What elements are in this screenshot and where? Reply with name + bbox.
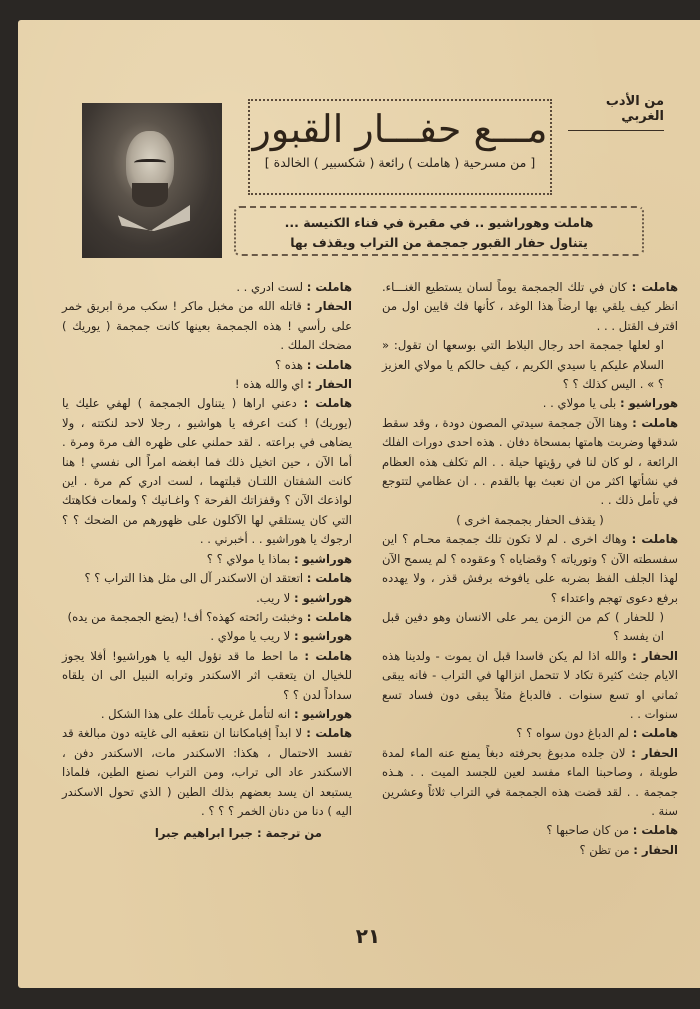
speaker: هاملت : xyxy=(306,726,352,741)
dialogue-line xyxy=(62,375,352,394)
dialogue-line xyxy=(62,647,352,705)
dialogue-line xyxy=(382,608,678,647)
dialogue-text: من كان صاحبها ؟ xyxy=(546,823,633,838)
magazine-page xyxy=(18,20,700,988)
portrait-eyes xyxy=(134,159,166,168)
dialogue-text: دعني اراها ( يتناول الجمجمة ) لهفي عليك يا (يوريك) ! كنت اعرفه يا هواشيو ، رجلا لاحد لنكتته ، ولا يضاهى في براعته . لقد حملني على ظهره الف مرة ومرة . أما الآن ، حين اتخيل ذلك فما ابغضه امراً الى نفسي ! هنا كانت الشفتان اللتـان قبلتهما ، لست ادري كم مرة . اين لواذعك الآن ؟ وقفزاتك الفرحة ؟ واغـانيك ؟ ولمعات فكاهتك التي كان يستلقي لها الآكلون على ظهورهم من الضحك ؟ ؟ ارجوك يا هوراشيو . . أخبرني . . xyxy=(62,396,352,547)
dialogue-text: اتعتقد ان الاسكندر آل الى مثل هذا التراب ؟ ؟ xyxy=(84,571,307,586)
dialogue-text: وهنا الآن جمجمة سيدتي المصون دودة ، وقد سقط شدقها وضربت هامتها بمسحاة دفان . هذه احدى دورات الفلك الرائعة ، لو كان لنا في رؤيتها حيلة . . الم تكلف هذه العظام في نشأتها اكثر من ان نعبث بها بالقدم . . ان عظامي لتتوجع في تأمل ذلك . . xyxy=(382,415,678,508)
speaker: الحفار : xyxy=(306,299,352,314)
dialogue-line xyxy=(62,394,352,549)
portrait-collar xyxy=(118,205,190,231)
speaker: هوراشيو : xyxy=(293,590,352,605)
speaker: هاملت : xyxy=(631,280,679,294)
right-column xyxy=(382,278,678,860)
dialogue-text: انه لتأمل غريب تأملك على هذا الشكل . xyxy=(100,706,294,721)
dialogue-text: لا ابداً إفبامكاننا ان نتعقبه الى غايته دون مبالغة قد تفسد الاحتمال ، هكذا: الاسكندر مات، الاسكندر دفن ، الاسكندر عاد الى تراب، ومن التراب نصنع الطين، فلماذا يستبعد ان يسد بعضهم بذلك الطين ( الذي تحول الاسكندر اليه ) دنا من دنان الخمر ؟ ؟ ؟ . xyxy=(62,726,352,818)
speaker: هاملت : xyxy=(306,357,352,372)
dialogue-text: بماذا يا مولاي ؟ ؟ xyxy=(206,551,294,566)
dialogue-line xyxy=(62,356,352,375)
dialogue-line xyxy=(62,589,352,608)
dialogue-text: ( للحفار ) كم من الزمن يمر على الانسان وهو دفين قبل ان يفسد ؟ xyxy=(382,609,664,644)
speaker: هاملت : xyxy=(632,415,678,430)
speaker: هاملت : xyxy=(632,823,678,838)
article-subtitle: [ من مسرحية ( هاملت ) رائعة ( شكسبير ) الخالدة ] xyxy=(264,155,536,170)
dialogue-line xyxy=(62,724,352,821)
section-label: من الأدب الغربي xyxy=(568,94,664,131)
dialogue-line xyxy=(62,608,352,627)
speaker: الحفار : xyxy=(633,842,678,857)
dialogue-line xyxy=(62,550,352,569)
stage-direction: ( يقذف الحفار بجمجمة اخرى ) xyxy=(456,512,604,527)
speaker: هاملت : xyxy=(306,609,352,624)
dialogue-text: بلى يا مولاي . . xyxy=(542,396,620,411)
speaker: هاملت : xyxy=(632,726,678,741)
dialogue-line xyxy=(382,278,678,336)
dialogue-text: وخبثت رائحته كهذه؟ أف! (يضع الجمجمة من يده) xyxy=(67,609,307,624)
shakespeare-portrait xyxy=(82,103,222,258)
dialogue-text: كان في تلك الجمجمة يوماً لسان يستطيع الغنـــاء. انظر كيف يلقي بها ارضاً هذا الوغد ، كأنها فك قايين اول من اقترف القتل . . . xyxy=(382,280,678,333)
page-number: ٢١ xyxy=(355,924,381,948)
dialogue-text: لا ريب. xyxy=(256,590,294,605)
speaker: الحفار : xyxy=(307,377,352,392)
dialogue-text: قاتله الله من مخبل ماكر ! سكب مرة ابريق خمر على رأسي ! هذه الجمجمة بعينها كانت جمجمة ( يوريك ) مضحك الملك . xyxy=(62,299,352,353)
dialogue-text: لست ادري . . xyxy=(236,280,307,294)
speaker: الحفار : xyxy=(631,745,678,760)
dialogue-line xyxy=(62,705,352,724)
dialogue-text: من تظن ؟ xyxy=(579,842,634,857)
article-title: مـــع حفـــار القبور xyxy=(252,107,548,151)
dialogue-line xyxy=(382,394,678,413)
speaker: هاملت : xyxy=(306,280,352,294)
dialogue-line xyxy=(382,530,678,608)
speaker: هاملت : xyxy=(306,571,352,586)
dialogue-line xyxy=(382,647,678,725)
speaker: الحفار : xyxy=(632,648,679,663)
dialogue-text: هذه ؟ xyxy=(274,357,307,372)
speaker: هاملت : xyxy=(631,532,679,547)
speaker: هوراشيو : xyxy=(293,629,352,644)
scene-line-2: يتناول حفار القبور جمجمة من التراب ويقذف بها xyxy=(290,235,588,250)
dialogue-line xyxy=(62,627,352,646)
title-box xyxy=(248,99,552,195)
dialogue-text: وهاك اخرى . لم لا تكون تلك جمجمة محـام ؟ اين سفسطته الآن ؟ وتورياته ؟ وقضاياه ؟ وعقوده ؟ لم يسمح الآن لهذا الجلف الفظ بضربه على يافوخه برفش قذر ، ولا يهدده برفع دعوى تهجم واعتداء ؟ xyxy=(382,532,678,605)
dialogue-line xyxy=(382,724,678,743)
dialogue-line xyxy=(62,569,352,588)
dialogue-line xyxy=(62,278,352,297)
speaker: هوراشيو : xyxy=(619,396,678,411)
dialogue-line xyxy=(382,414,678,511)
dialogue-line xyxy=(382,744,678,822)
dialogue-text: اي والله هذه ! xyxy=(234,377,308,392)
scene-line-1: هاملت وهوراشيو .. في مقبرة في فناء الكنيسة ... xyxy=(284,215,594,230)
speaker: هوراشيو : xyxy=(293,551,352,566)
dialogue-text: ما احط ما قد نؤول اليه يا هوراشيو! أفلا يجوز للخيال ان يتعقب اثر الاسكندر وترابه النبيل الى ان يلقاه سداداً لدن ؟ ؟ xyxy=(62,648,352,702)
dialogue-line xyxy=(382,336,678,394)
dialogue-line xyxy=(382,841,678,860)
speaker: هاملت : xyxy=(303,396,352,411)
dialogue-text: او لعلها جمجمة احد رجال البلاط التي بوسعها ان تقول: « السلام عليكم يا سيدي الكريم ، كيف حالكم يا مولاي العزيز ؟ » . اليس كذلك ؟ ؟ xyxy=(382,338,664,392)
translator-credit: من ترجمة : جبرا ابراهيم جبرا xyxy=(154,826,322,841)
dialogue-text: لا ريب يا مولاي . xyxy=(210,629,294,644)
speaker: هاملت : xyxy=(304,648,353,663)
dialogue-text: لان جلده مدبوغ بحرفته دبغاً يمنع عنه الماء لمدة طويلة ، وصاحبنا الماء مفسد لعين للجسد الميت . . هـذه جمجمة . . لقد قضت هذه الجمجمة في التراب ثلاثاً وعشرين سنة . xyxy=(382,745,678,818)
speaker: هوراشيو : xyxy=(293,706,352,721)
scene-description-box xyxy=(234,206,644,256)
dialogue-line xyxy=(382,821,678,840)
portrait-beard xyxy=(132,183,168,207)
dialogue-line xyxy=(62,297,352,355)
left-column xyxy=(62,278,352,844)
dialogue-text: لم الدباغ دون سواه ؟ ؟ xyxy=(516,726,633,741)
dialogue-text: والله اذا لم يكن فاسدا قبل ان يموت - ولدينا هذه الايام جثث كثيرة تكاد لا تتحمل انزالها في التراب - فانه يبقى ثماني او تسع سنوات . فالدباغ مثلاً يبقى دون فساد تسع سنوات . . xyxy=(382,648,678,721)
